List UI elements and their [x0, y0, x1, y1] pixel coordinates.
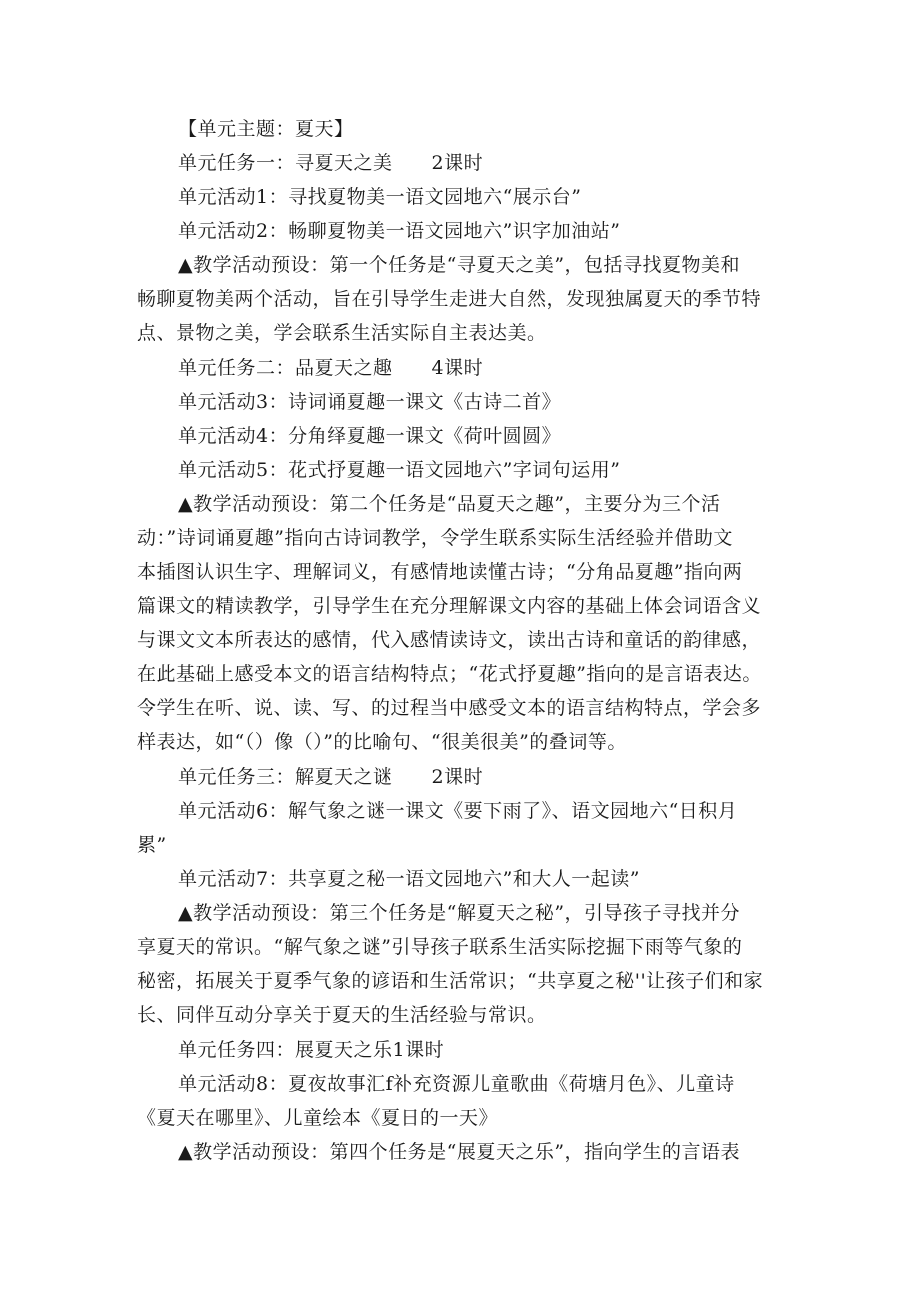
unit-activity-2: 单元活动2：畅聊夏物美一语文园地六”识字加油站” — [178, 220, 621, 242]
paragraph-line: 秘密，拓展关于夏季气象的谚语和生活常识；“共享夏之秘''让孩子们和家 — [137, 970, 764, 992]
paragraph-line: 畅聊夏物美两个活动，旨在引导学生走进大自然，发现独属夏天的季节特 — [137, 288, 762, 310]
paragraph-line: 在此基础上感受本文的语言结构特点；“花式抒夏趣”指向的是言语表达。 — [137, 663, 762, 685]
paragraph-line: ▲教学活动预设：第三个任务是“解夏天之秘”，引导孩子寻找并分 — [178, 902, 741, 924]
paragraph-line: 样表达，如“（）像（）”的比喻句、“很美很美”的叠词等。 — [137, 731, 627, 753]
unit-activity-6-cont: 累” — [137, 834, 167, 856]
paragraph-line: ▲教学活动预设：第四个任务是“展夏天之乐”，指向学生的言语表 — [178, 1141, 741, 1163]
unit-task-2: 单元任务二：品夏天之趣 4课时 — [178, 357, 484, 379]
unit-task-3: 单元任务三：解夏天之谜 2课时 — [178, 766, 484, 788]
paragraph-line: 篇课文的精读教学，引导学生在充分理解课文内容的基础上体会词语含义 — [137, 595, 762, 617]
unit-activity-7: 单元活动7：共享夏之秘一语文园地六”和大人一起读” — [178, 868, 641, 890]
paragraph-line: 点、景物之美，学会联系生活实际自主表达美。 — [137, 322, 547, 344]
unit-activity-8: 单元活动8：夏夜故事汇f补充资源儿童歌曲《荷塘月色》、儿童诗 — [178, 1073, 735, 1095]
unit-theme-heading: 【单元主题：夏天】 — [178, 118, 354, 140]
paragraph-line: 与课文文本所表达的感情，代入感情读诗文，读出古诗和童话的韵律感， — [137, 629, 762, 651]
unit-activity-8-cont: 《夏天在哪里》、儿童绘本《夏日的一天》 — [137, 1107, 499, 1129]
unit-activity-1: 单元活动1：寻找夏物美一语文园地六“展示台” — [178, 186, 582, 208]
unit-activity-6: 单元活动6：解气象之谜一课文《要下雨了》、语文园地六“日积月 — [178, 800, 738, 822]
paragraph-line: 令学生在听、说、读、写、的过程当中感受文本的语言结构特点，学会多 — [137, 697, 762, 719]
paragraph-line: ▲教学活动预设：第二个任务是“品夏天之趣”，主要分为三个活 — [178, 493, 721, 515]
paragraph-line: 享夏天的常识。“解气象之谜”引导孩子联系生活实际挖掘下雨等气象的 — [137, 936, 743, 958]
paragraph-line: 本插图认识生字、理解词义，有感情地读懂古诗；“分角品夏趣”指向两 — [137, 561, 743, 583]
paragraph-line: ▲教学活动预设：第一个任务是“寻夏天之美”，包括寻找夏物美和 — [178, 254, 741, 276]
unit-activity-4: 单元活动4：分角绎夏趣一课文《荷叶圆圆》 — [178, 425, 562, 447]
unit-task-4: 单元任务四：展夏天之乐1课时 — [178, 1039, 445, 1061]
paragraph-line: 长、同伴互动分享关于夏天的生活经验与常识。 — [137, 1004, 547, 1026]
unit-task-1: 单元任务一：寻夏天之美 2课时 — [178, 152, 484, 174]
paragraph-line: 动：”诗词诵夏趣”指向古诗词教学，令学生联系实际生活经验并借助文 — [137, 527, 733, 549]
unit-activity-5: 单元活动5：花式抒夏趣一语文园地六”字词句运用” — [178, 459, 621, 481]
unit-activity-3: 单元活动3：诗词诵夏趣一课文《古诗二首》 — [178, 391, 562, 413]
